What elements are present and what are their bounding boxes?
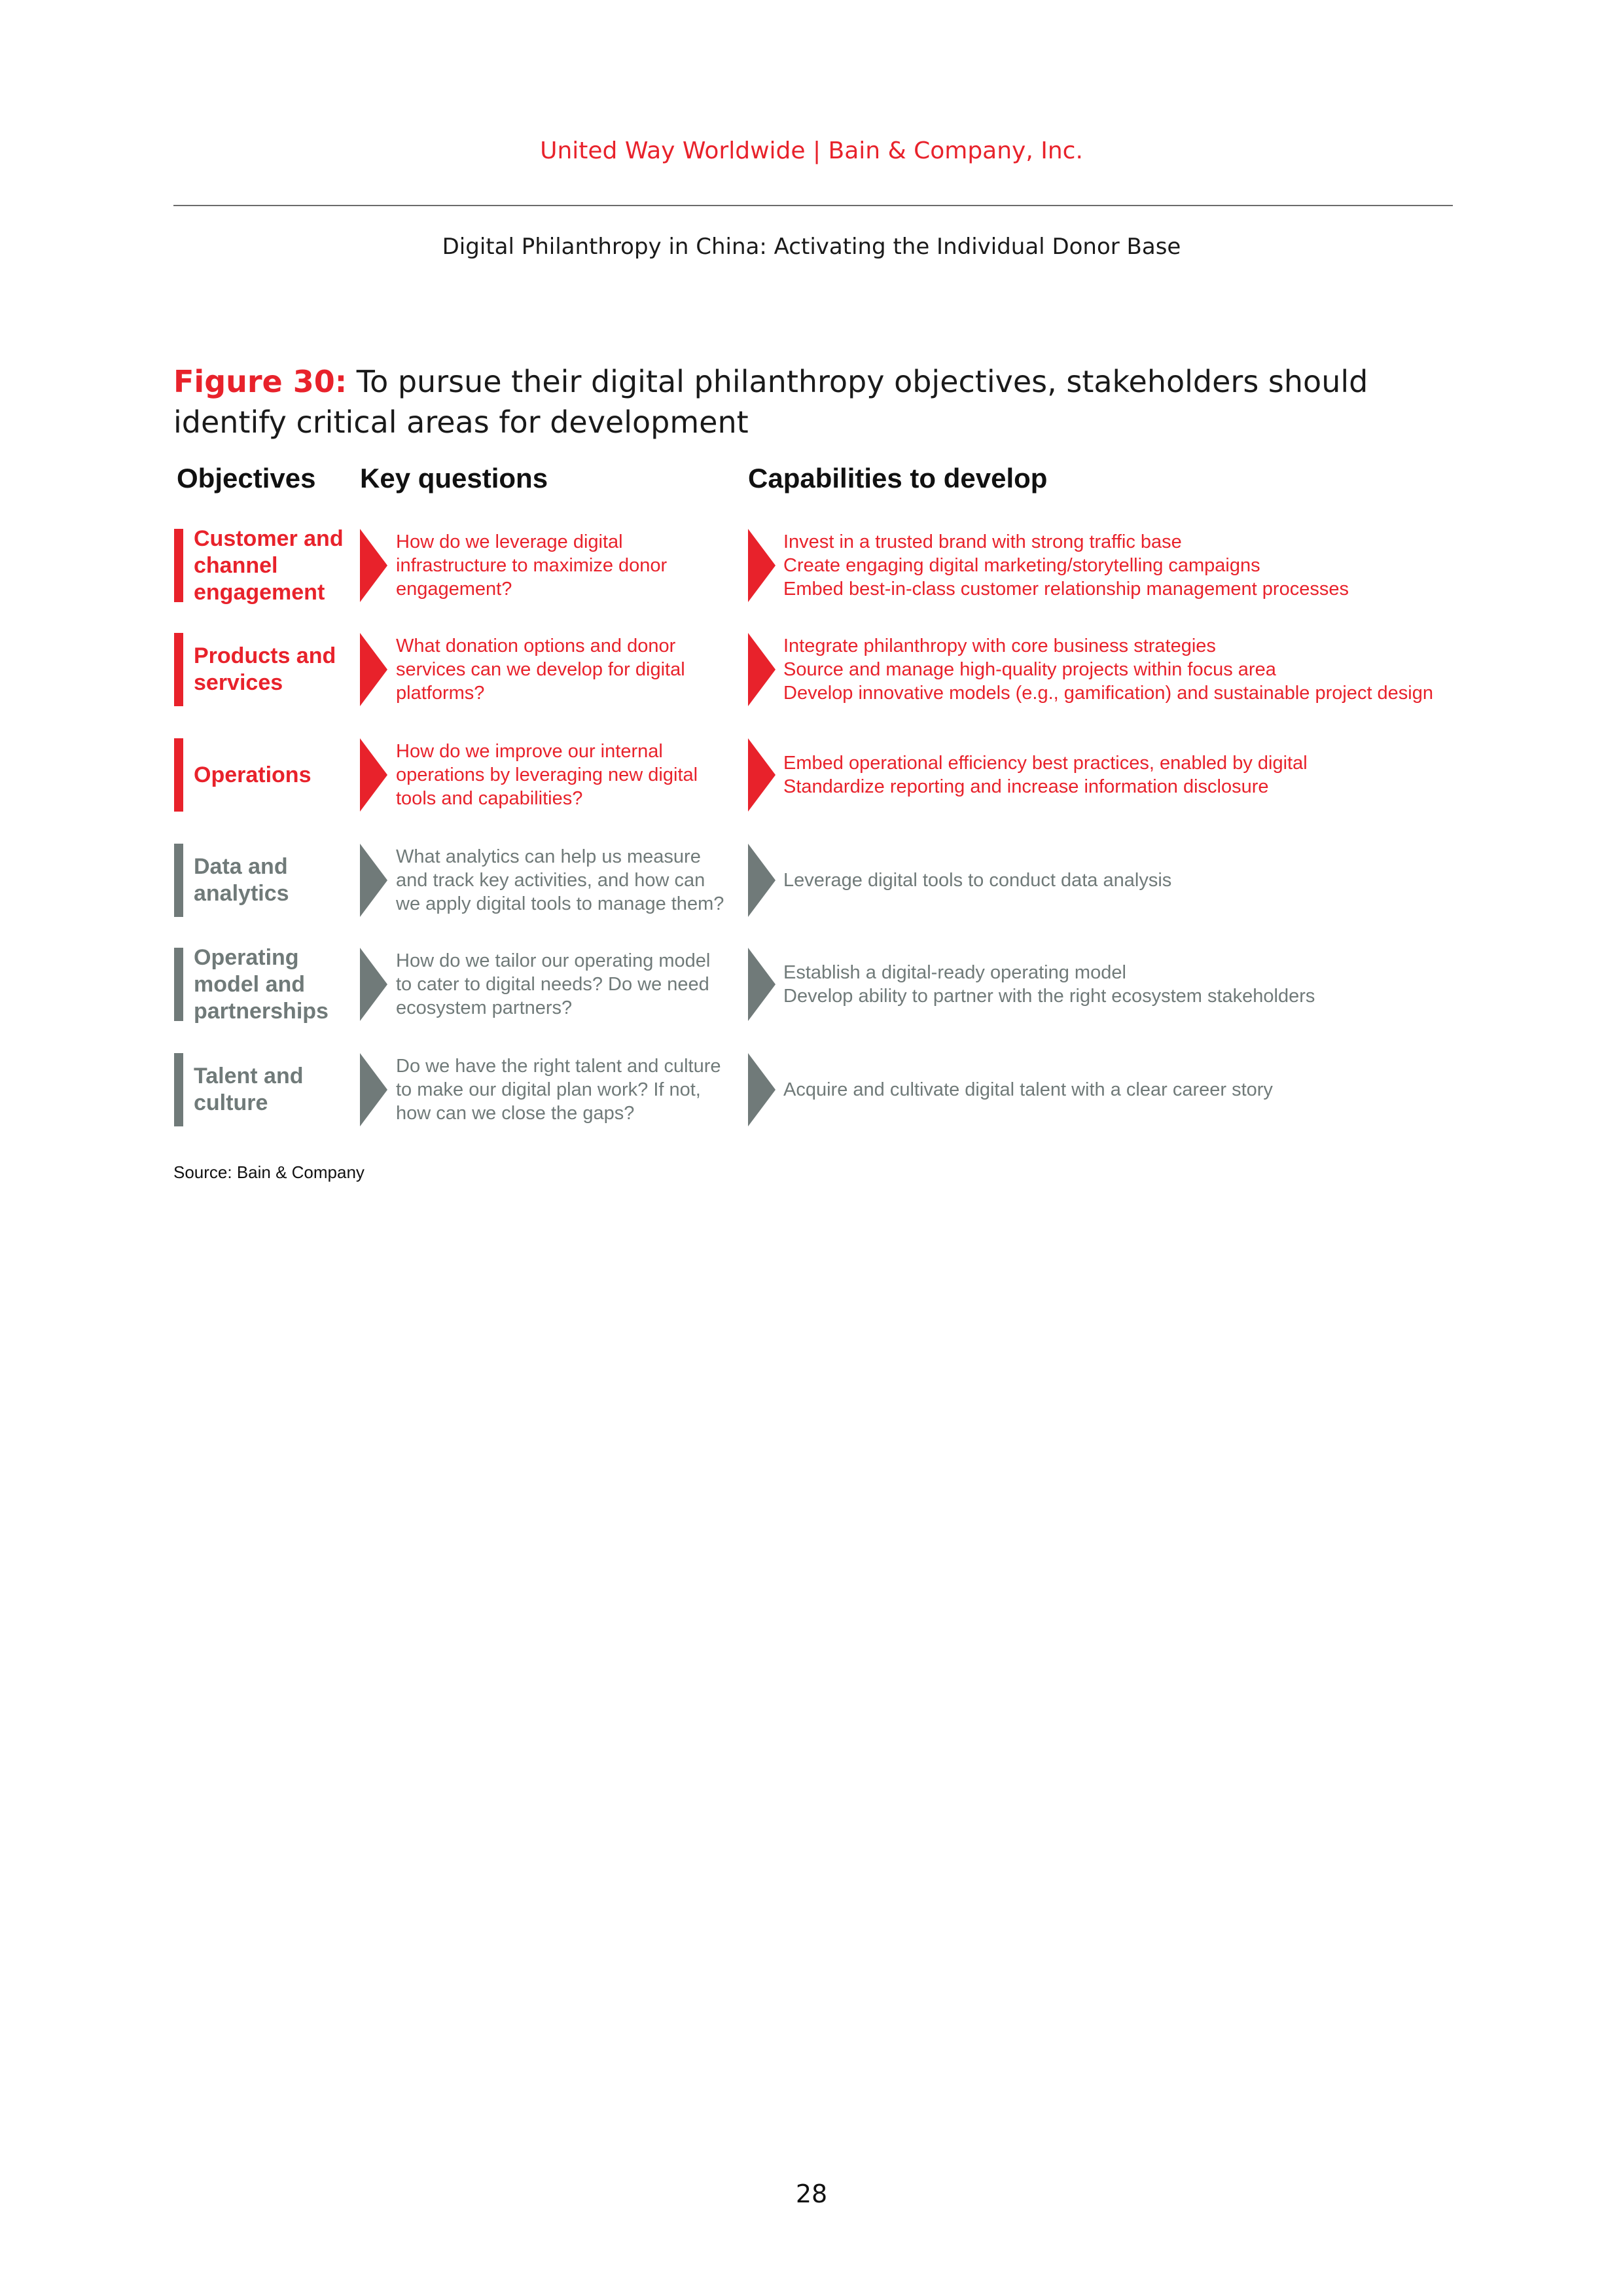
chevron-right-icon-shape	[748, 948, 776, 1021]
objective-bar	[174, 633, 183, 706]
chevron-right-icon	[360, 1053, 387, 1126]
objective-label	[194, 1063, 357, 1117]
figure-title	[173, 361, 1456, 442]
key-question-line: we apply digital tools to manage them?	[396, 893, 724, 914]
key-question-line: engagement?	[396, 579, 512, 600]
column-header-capabilities: Capabilities to develop	[748, 463, 1048, 493]
chevron-right-icon-shape	[748, 529, 776, 602]
objective-label-line: culture	[194, 1090, 268, 1115]
capability-list-line: Develop ability to partner with the right ecosystem stakeholders	[783, 986, 1315, 1007]
chevron-right-icon-shape	[748, 844, 776, 917]
objective-label-line: Talent and	[194, 1064, 304, 1088]
page-number: 28	[795, 2179, 828, 2208]
key-question-line: to cater to digital needs? Do we need	[396, 974, 709, 995]
objective-label-line: Customer and	[194, 526, 344, 551]
chevron-right-icon	[360, 738, 387, 812]
key-question-line: How do we leverage digital	[396, 531, 623, 552]
objective-label-line: Operations	[194, 762, 312, 787]
key-question-line: What donation options and donor	[396, 636, 676, 656]
chevron-right-icon	[748, 633, 776, 706]
capability-list	[783, 1078, 1451, 1102]
capability-list	[783, 634, 1451, 705]
key-question	[396, 530, 736, 601]
objective-label-line: partnerships	[194, 998, 329, 1024]
chevron-right-icon	[748, 948, 776, 1021]
capability-list	[783, 869, 1451, 892]
chevron-right-icon	[360, 948, 387, 1021]
objective-label	[194, 944, 357, 1025]
key-question-line: and track key activities, and how can	[396, 870, 705, 891]
capability-list-line: Embed operational efficiency best practices, enabled by digital	[783, 753, 1308, 774]
objective-label-line: analytics	[194, 881, 289, 906]
objective-label	[194, 853, 357, 907]
chevron-right-icon-shape	[360, 844, 387, 917]
header-divider	[173, 205, 1453, 206]
chevron-right-icon	[748, 738, 776, 812]
figure-label: Figure 30:	[173, 364, 348, 399]
capability-list	[783, 530, 1451, 601]
key-question-line: to make our digital plan work? If not,	[396, 1079, 701, 1100]
key-question-line: operations by leveraging new digital	[396, 764, 698, 785]
figure-source: Source: Bain & Company	[173, 1162, 365, 1182]
chevron-right-icon-shape	[360, 948, 387, 1021]
capability-list-line: Invest in a trusted brand with strong traffic base	[783, 531, 1182, 552]
capability-list-line: Source and manage high-quality projects within focus area	[783, 659, 1276, 680]
chevron-right-icon-shape	[360, 529, 387, 602]
key-question-line: infrastructure to maximize donor	[396, 555, 668, 576]
figure-title-text: To pursue their digital philanthropy objectives, stakeholders should identify critical areas for development	[173, 364, 1368, 440]
objective-label-line: model and	[194, 971, 306, 997]
header-brand: United Way Worldwide | Bain & Company, Inc.	[540, 137, 1083, 164]
key-question	[396, 634, 736, 705]
objective-label-line: Operating	[194, 944, 299, 970]
key-question-line: services can we develop for digital	[396, 659, 685, 680]
key-question	[396, 740, 736, 810]
objective-bar	[174, 738, 183, 812]
chevron-right-icon	[360, 633, 387, 706]
key-question-line: tools and capabilities?	[396, 788, 583, 809]
chevron-right-icon	[360, 529, 387, 602]
key-question	[396, 1054, 736, 1125]
objective-label-line: services	[194, 670, 283, 695]
objective-label-line: channel	[194, 552, 278, 578]
chevron-right-icon	[748, 1053, 776, 1126]
chevron-right-icon	[748, 529, 776, 602]
capability-list	[783, 961, 1451, 1008]
column-header-key-questions: Key questions	[360, 463, 548, 493]
capability-list-line: Standardize reporting and increase information disclosure	[783, 776, 1269, 797]
key-question-line: How do we improve our internal	[396, 741, 663, 762]
objective-label	[194, 762, 357, 789]
objective-bar	[174, 948, 183, 1021]
chevron-right-icon-shape	[360, 738, 387, 812]
chevron-right-icon	[360, 844, 387, 917]
capability-list-line: Establish a digital-ready operating model	[783, 962, 1126, 983]
capability-list	[783, 751, 1451, 798]
objective-label	[194, 526, 357, 606]
key-question-line: What analytics can help us measure	[396, 846, 701, 867]
key-question-line: How do we tailor our operating model	[396, 950, 711, 971]
chevron-right-icon	[748, 844, 776, 917]
document-title: Digital Philanthropy in China: Activating the Individual Donor Base	[442, 234, 1181, 260]
objective-label	[194, 643, 357, 696]
capability-list-line: Create engaging digital marketing/storytelling campaigns	[783, 555, 1260, 576]
chevron-right-icon-shape	[748, 633, 776, 706]
chevron-right-icon-shape	[748, 738, 776, 812]
chevron-right-icon-shape	[748, 1053, 776, 1126]
objective-label-line: Data and	[194, 854, 288, 879]
capability-list-line: Integrate philanthropy with core business strategies	[783, 636, 1216, 656]
key-question-line: platforms?	[396, 683, 485, 704]
key-question-line: how can we close the gaps?	[396, 1103, 635, 1124]
capability-list-line: Develop innovative models (e.g., gamification) and sustainable project design	[783, 683, 1434, 704]
capability-list-line: Acquire and cultivate digital talent with a clear career story	[783, 1079, 1273, 1100]
objective-bar	[174, 1053, 183, 1126]
objective-label-line: Products and	[194, 643, 336, 668]
key-question	[396, 845, 736, 916]
capability-list-line: Embed best-in-class customer relationship management processes	[783, 579, 1349, 600]
key-question-line: Do we have the right talent and culture	[396, 1056, 721, 1077]
column-header-objectives: Objectives	[177, 463, 316, 493]
chevron-right-icon-shape	[360, 1053, 387, 1126]
chevron-right-icon-shape	[360, 633, 387, 706]
objective-label-line: engagement	[194, 579, 325, 605]
objective-bar	[174, 844, 183, 917]
key-question	[396, 949, 736, 1020]
capability-list-line: Leverage digital tools to conduct data analysis	[783, 870, 1172, 891]
objective-bar	[174, 529, 183, 602]
key-question-line: ecosystem partners?	[396, 997, 573, 1018]
